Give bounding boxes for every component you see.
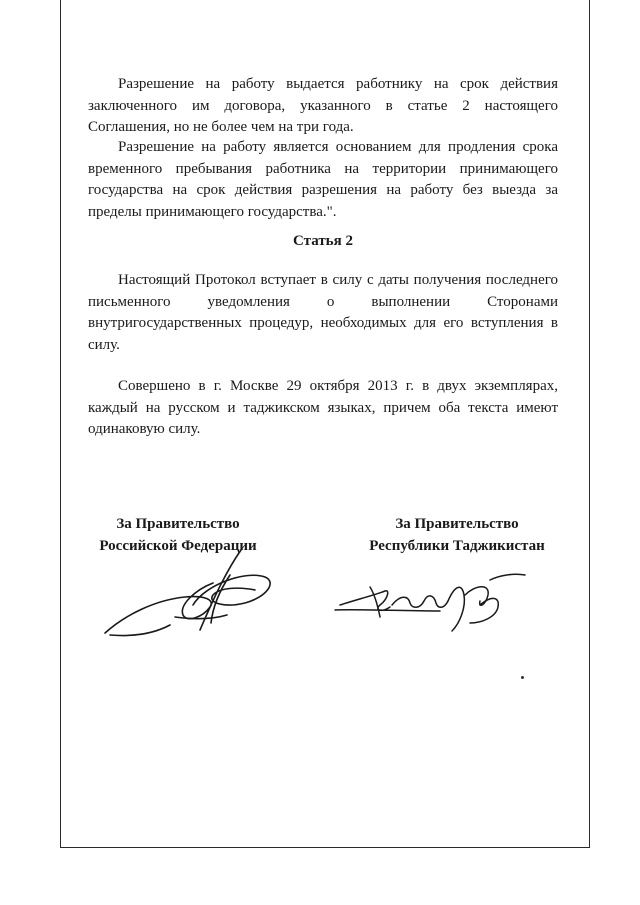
scan-speck bbox=[521, 676, 524, 679]
signatory-russia-line1: За Правительство bbox=[116, 516, 240, 532]
paragraph-work-permit-term: Разрешение на работу выдается работнику на срок действия заключенного им договора, указанного в статье 2 настоящего Соглашения, но не более чем на три года. bbox=[88, 76, 558, 135]
signatory-tajikistan-line2: Республики Таджикистан bbox=[369, 538, 545, 554]
paragraph-work-permit-basis: Разрешение на работу является основанием для продления срока временного пребывания работника на территории принимающего государства на срок действия разрешения на работу без выезда за пределы принимающего государства.". bbox=[88, 139, 558, 220]
signatory-tajikistan bbox=[357, 513, 557, 557]
article-heading: Статья 2 bbox=[293, 233, 353, 249]
signature-russia-image bbox=[95, 545, 285, 645]
paragraph-done-at: Совершено в г. Москве 29 октября 2013 г. в двух экземплярах, каждый на русском и таджикском языках, причем оба текста имеют одинаковую силу. bbox=[88, 378, 558, 437]
signatory-tajikistan-line1: За Правительство bbox=[395, 516, 519, 532]
signature-tajikistan-image bbox=[330, 565, 530, 645]
signatory-russia-line2: Российской Федерации bbox=[99, 538, 257, 554]
paragraph-entry-into-force: Настоящий Протокол вступает в силу с даты получения последнего письменного уведомления о выполнении Сторонами внутригосударственных процедур, необходимых для его вступления в силу. bbox=[88, 272, 558, 353]
